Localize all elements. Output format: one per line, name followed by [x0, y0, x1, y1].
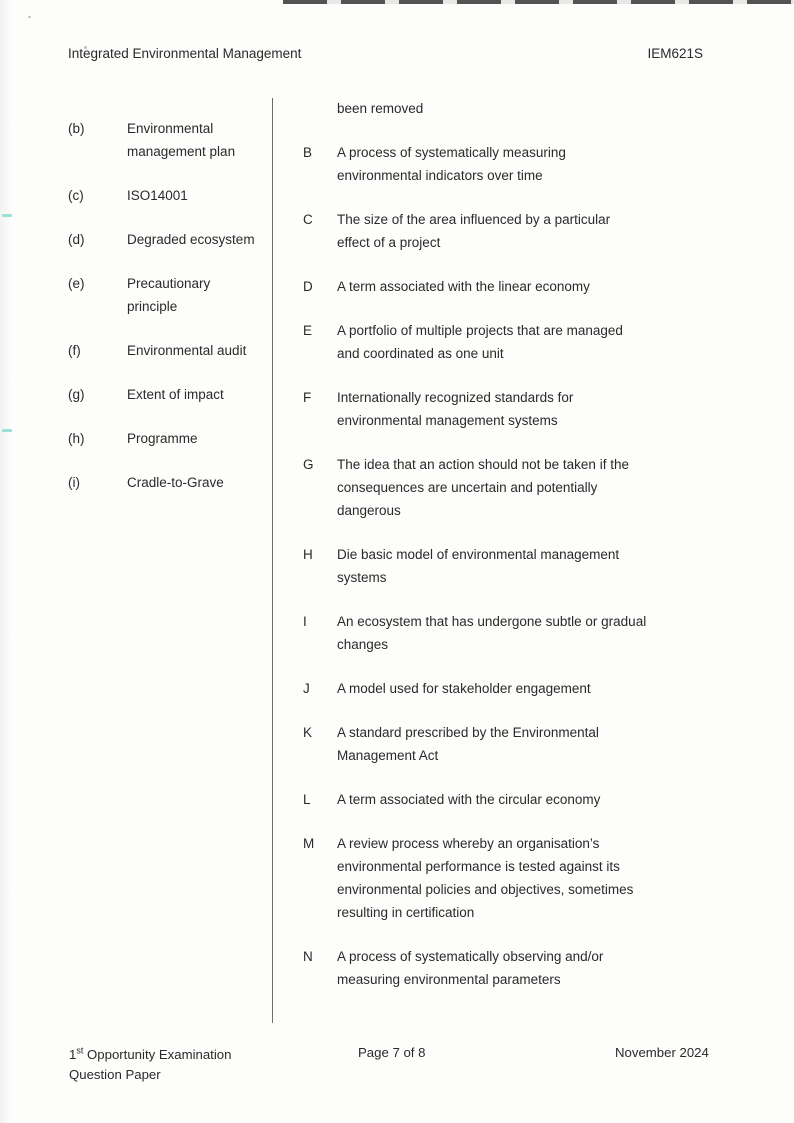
definition-letter: K	[303, 725, 313, 740]
definition-item	[303, 945, 703, 991]
definition-letter: I	[303, 614, 307, 629]
definition-item	[303, 788, 703, 811]
term-item	[68, 339, 268, 362]
term-label: Environmental audit	[127, 343, 247, 358]
term-marker: (d)	[68, 232, 85, 247]
scan-artifact-left-edge	[0, 0, 12, 1123]
definition-item	[303, 610, 703, 656]
definition-text: A process of systematically observing and/or measuring environmental parameters	[337, 949, 604, 987]
definition-letter: F	[303, 390, 312, 405]
definition-text: Internationally recognized standards for environmental management systems	[337, 390, 574, 428]
term-marker: (f)	[68, 343, 81, 358]
definition-letter: G	[303, 457, 314, 472]
definition-letter: B	[303, 145, 313, 160]
term-item	[68, 272, 268, 318]
definition-item	[303, 319, 703, 365]
terms-column	[68, 117, 268, 515]
term-label: Programme	[127, 431, 198, 446]
term-marker: (e)	[68, 276, 85, 291]
definition-item-continuation	[303, 97, 703, 120]
scan-artifact-teal-dash	[2, 429, 12, 432]
term-label: Environmental management plan	[127, 121, 236, 159]
term-item	[68, 228, 268, 251]
scan-artifact-top-band	[283, 0, 794, 4]
definition-letter: L	[303, 792, 311, 807]
term-marker: (i)	[68, 475, 80, 490]
definition-text: The idea that an action should not be taken if the consequences are uncertain and potentially dangerous	[337, 457, 629, 518]
definition-text: A term associated with the circular economy	[337, 792, 601, 807]
definition-item	[303, 208, 703, 254]
definition-text: A review process whereby an organisation’s environmental performance is tested against its environmental policies and objectives, sometimes resulting in certification	[337, 836, 634, 920]
definition-letter: C	[303, 212, 313, 227]
term-label: Cradle-to-Grave	[127, 475, 224, 490]
definition-item	[303, 677, 703, 700]
term-item	[68, 427, 268, 450]
term-marker: (h)	[68, 431, 85, 446]
term-marker: (b)	[68, 121, 85, 136]
term-marker: (g)	[68, 387, 85, 402]
definition-text: A term associated with the linear economy	[337, 279, 590, 294]
definition-item	[303, 453, 703, 522]
definition-letter: M	[303, 836, 315, 851]
definition-letter: J	[303, 681, 310, 696]
term-marker: (c)	[68, 188, 84, 203]
definition-item	[303, 386, 703, 432]
footer-exam-line2: Question Paper	[69, 1067, 161, 1082]
term-item	[68, 471, 268, 494]
definition-letter: E	[303, 323, 313, 338]
course-title: Integrated Environmental Management	[68, 46, 302, 61]
definitions-column	[303, 97, 703, 1012]
course-code: IEM621S	[647, 46, 703, 61]
term-label: ISO14001	[127, 188, 188, 203]
footer-exam-name	[69, 1045, 231, 1085]
scan-artifact-speck	[28, 16, 31, 18]
definition-item	[303, 543, 703, 589]
definition-text: A standard prescribed by the Environmental Management Act	[337, 725, 599, 763]
definition-text: Die basic model of environmental management systems	[337, 547, 620, 585]
ordinal-superscript: st	[76, 1045, 84, 1056]
term-item	[68, 117, 268, 163]
definition-item	[303, 141, 703, 187]
definition-item	[303, 832, 703, 924]
definition-letter: D	[303, 279, 313, 294]
definition-text: A model used for stakeholder engagement	[337, 681, 591, 696]
term-item	[68, 184, 268, 207]
scan-artifact-teal-dash	[2, 214, 12, 217]
definition-text: A portfolio of multiple projects that are managed and coordinated as one unit	[337, 323, 623, 361]
definition-text: been removed	[337, 101, 424, 116]
term-item	[68, 383, 268, 406]
column-divider-line	[272, 98, 273, 1023]
definition-text: An ecosystem that has undergone subtle or gradual changes	[337, 614, 647, 652]
term-label: Extent of impact	[127, 387, 224, 402]
definition-text: A process of systematically measuring environmental indicators over time	[337, 145, 566, 183]
definition-item	[303, 721, 703, 767]
footer-date: November 2024	[615, 1045, 709, 1060]
term-label: Degraded ecosystem	[127, 232, 255, 247]
page-header	[68, 46, 703, 62]
footer-exam-line1: 1st Opportunity Examination	[69, 1045, 232, 1062]
definition-item	[303, 275, 703, 298]
definition-text: The size of the area influenced by a particular effect of a project	[337, 212, 611, 250]
definition-letter: N	[303, 949, 313, 964]
definition-letter	[303, 97, 337, 120]
definition-letter: H	[303, 547, 313, 562]
term-label: Precautionary principle	[127, 276, 211, 314]
footer-page-number: Page 7 of 8	[358, 1045, 426, 1060]
